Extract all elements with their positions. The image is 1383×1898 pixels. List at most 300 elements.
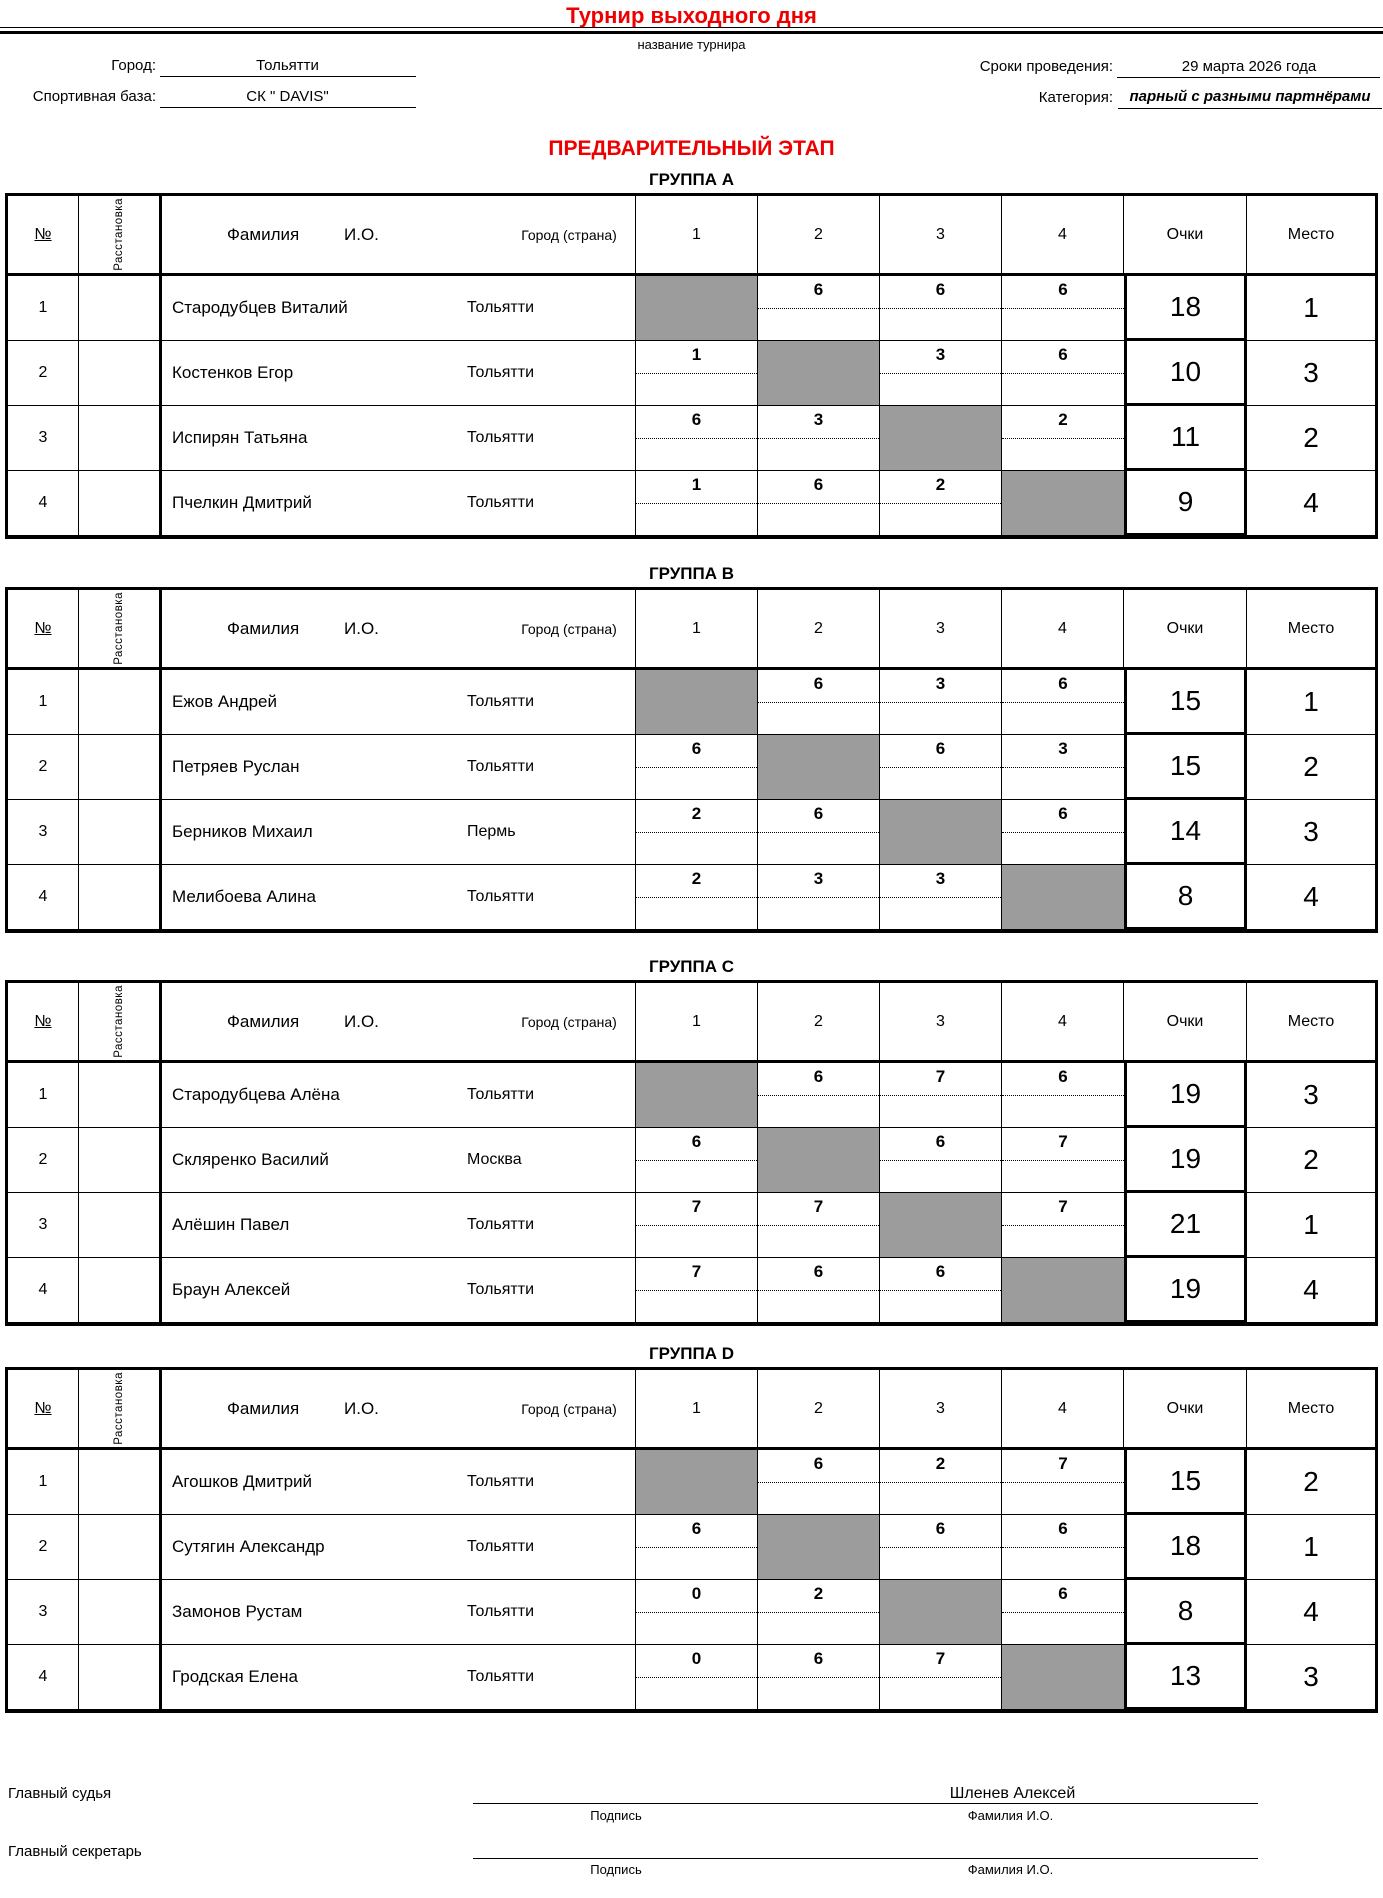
seeding-cell — [79, 276, 159, 341]
score-cell — [1002, 1450, 1124, 1515]
place-cell: 1 — [1247, 1515, 1375, 1580]
score-cell — [1002, 670, 1124, 735]
score-value: 3 — [1058, 739, 1068, 758]
place-cell: 3 — [1247, 1063, 1375, 1128]
group-d-section — [5, 1344, 1378, 1713]
player-number-cell: 3 — [8, 1193, 79, 1258]
title-divider-thick — [0, 31, 1383, 34]
diagonal-cell — [880, 1580, 1002, 1645]
dotted-divider — [758, 1612, 879, 1613]
diagonal-cell — [1002, 1645, 1124, 1710]
score-value: 7 — [1058, 1132, 1068, 1151]
score-cell — [880, 735, 1002, 800]
player-name-cell — [159, 735, 636, 800]
header-round-4: 4 — [1002, 196, 1124, 276]
score-value: 6 — [691, 410, 702, 429]
city-label: Город: — [111, 57, 156, 74]
player-number-cell: 1 — [8, 1450, 79, 1515]
score-value: 6 — [813, 804, 824, 823]
place-cell: 4 — [1247, 471, 1375, 536]
score-value: 7 — [813, 1197, 824, 1216]
dotted-divider — [758, 1290, 879, 1291]
player-name-cell — [159, 1128, 636, 1193]
category-underline — [1118, 108, 1382, 109]
score-value: 6 — [1058, 674, 1068, 693]
points-cell: 11 — [1124, 406, 1247, 471]
dotted-divider — [1002, 1482, 1124, 1483]
points-cell: 18 — [1124, 1515, 1247, 1580]
score-cell — [758, 1063, 880, 1128]
score-value: 7 — [691, 1197, 702, 1216]
score-value: 3 — [813, 869, 824, 888]
score-value: 6 — [1058, 804, 1068, 823]
header-round-1: 1 — [636, 590, 758, 670]
player-number-cell: 1 — [8, 1063, 79, 1128]
score-cell — [636, 1193, 758, 1258]
score-cell — [636, 341, 758, 406]
score-cell — [758, 670, 880, 735]
diagonal-cell — [636, 670, 758, 735]
city-header-label: Город (страна) — [521, 620, 617, 637]
dotted-divider — [758, 1677, 879, 1678]
score-value: 7 — [691, 1262, 702, 1281]
score-value: 6 — [813, 1067, 824, 1086]
score-value: 6 — [813, 1262, 824, 1281]
diagonal-cell — [758, 1128, 880, 1193]
header-seeding-cell — [79, 196, 159, 276]
player-name-cell — [159, 1645, 636, 1710]
player-name-cell — [159, 1515, 636, 1580]
player-city: Тольятти — [467, 364, 534, 381]
score-cell — [1002, 406, 1124, 471]
score-cell — [636, 1580, 758, 1645]
venue-underline — [160, 107, 416, 108]
score-value: 1 — [691, 345, 702, 364]
group-title: ГРУППА C — [648, 957, 735, 976]
score-value: 3 — [935, 674, 946, 693]
player-number-cell: 2 — [8, 341, 79, 406]
score-cell — [636, 1645, 758, 1710]
score-cell — [636, 1258, 758, 1323]
player-name-cell — [159, 1193, 636, 1258]
dotted-divider — [636, 438, 757, 439]
title-divider-thin — [0, 27, 1383, 28]
dotted-divider — [758, 1225, 879, 1226]
player-name-cell — [159, 1258, 636, 1323]
city-header-label: Город (страна) — [521, 1400, 617, 1417]
chief-judge-label: Главный судья — [8, 1785, 112, 1802]
score-cell — [1002, 735, 1124, 800]
header-number-cell — [8, 1370, 79, 1450]
dotted-divider — [636, 503, 757, 504]
diagonal-cell — [880, 800, 1002, 865]
header-round-1: 1 — [636, 983, 758, 1063]
score-value: 1 — [691, 475, 702, 494]
dotted-divider — [880, 1290, 1001, 1291]
dotted-divider — [880, 1160, 1001, 1161]
signature-caption: Подпись — [590, 1808, 642, 1823]
player-number-cell: 3 — [8, 406, 79, 471]
player-name: Мелибоева Алина — [172, 887, 316, 906]
score-value: 6 — [1058, 280, 1068, 299]
seeding-header-label: Расстановка — [113, 985, 125, 1058]
dotted-divider — [636, 1160, 757, 1161]
player-name-cell — [159, 471, 636, 536]
score-value: 6 — [935, 280, 946, 299]
player-number-cell: 2 — [8, 1128, 79, 1193]
header-name-cell — [159, 983, 636, 1063]
group-title: ГРУППА А — [648, 170, 735, 189]
player-name: Агошков Дмитрий — [172, 1472, 313, 1491]
diagonal-cell — [1002, 471, 1124, 536]
header-round-2: 2 — [758, 196, 880, 276]
player-number-cell: 3 — [8, 800, 79, 865]
score-cell — [636, 1515, 758, 1580]
diagonal-cell — [758, 341, 880, 406]
player-city: Тольятти — [467, 1281, 534, 1298]
header-round-2: 2 — [758, 1370, 880, 1450]
header-number-cell — [8, 196, 79, 276]
surname-header-label: Фамилия — [227, 1011, 300, 1031]
place-cell: 2 — [1247, 1450, 1375, 1515]
dotted-divider — [636, 373, 757, 374]
points-cell: 18 — [1124, 276, 1247, 341]
group-a-table — [5, 193, 1378, 539]
dotted-divider — [1002, 767, 1124, 768]
player-name: Стародубцева Алёна — [172, 1085, 340, 1104]
score-cell — [636, 800, 758, 865]
dates-underline — [1117, 77, 1380, 78]
score-value: 6 — [935, 1132, 946, 1151]
points-cell: 19 — [1124, 1063, 1247, 1128]
score-cell — [1002, 1580, 1124, 1645]
player-number-cell: 1 — [8, 670, 79, 735]
group-c-section — [5, 957, 1378, 1326]
score-cell — [1002, 1193, 1124, 1258]
player-city: Тольятти — [467, 758, 534, 775]
score-value: 7 — [1058, 1454, 1068, 1473]
score-cell — [636, 735, 758, 800]
score-cell — [758, 1580, 880, 1645]
seeding-cell — [79, 670, 159, 735]
score-value: 2 — [935, 475, 946, 494]
player-name-cell — [159, 800, 636, 865]
seeding-header-label: Расстановка — [113, 198, 125, 271]
score-cell — [880, 1258, 1002, 1323]
score-cell — [758, 471, 880, 536]
place-cell: 1 — [1247, 670, 1375, 735]
score-cell — [880, 865, 1002, 930]
group-title: ГРУППА B — [648, 564, 735, 583]
diagonal-cell — [636, 276, 758, 341]
number-header-label: № — [34, 1012, 52, 1030]
points-cell: 9 — [1124, 471, 1247, 536]
header-points-cell: Очки — [1124, 1370, 1247, 1450]
score-cell — [758, 1258, 880, 1323]
score-cell — [880, 1450, 1002, 1515]
score-value: 6 — [813, 1649, 824, 1668]
header-seeding-cell — [79, 983, 159, 1063]
player-name: Сутягин Александр — [172, 1537, 325, 1556]
dotted-divider — [880, 1677, 1001, 1678]
dotted-divider — [880, 1095, 1001, 1096]
diagonal-cell — [880, 406, 1002, 471]
player-name: Испирян Татьяна — [172, 428, 308, 447]
seeding-cell — [79, 1193, 159, 1258]
group-c-table — [5, 980, 1378, 1326]
dotted-divider — [636, 832, 757, 833]
score-cell — [880, 341, 1002, 406]
score-cell — [1002, 1063, 1124, 1128]
header-name-cell — [159, 590, 636, 670]
city-underline — [160, 76, 416, 77]
score-cell — [1002, 1128, 1124, 1193]
dotted-divider — [880, 897, 1001, 898]
player-city: Тольятти — [467, 888, 534, 905]
dotted-divider — [1002, 308, 1124, 309]
score-cell — [880, 1515, 1002, 1580]
score-value: 3 — [813, 410, 824, 429]
header-round-3: 3 — [880, 196, 1002, 276]
dotted-divider — [636, 767, 757, 768]
header-round-4: 4 — [1002, 590, 1124, 670]
dotted-divider — [1002, 438, 1124, 439]
dotted-divider — [758, 308, 879, 309]
score-cell — [1002, 800, 1124, 865]
score-cell — [1002, 341, 1124, 406]
points-cell: 13 — [1124, 1645, 1247, 1710]
number-header-label: № — [34, 1399, 52, 1417]
dotted-divider — [880, 767, 1001, 768]
score-value: 2 — [935, 1454, 946, 1473]
number-header-label: № — [34, 225, 52, 243]
place-cell: 3 — [1247, 341, 1375, 406]
player-city: Тольятти — [467, 494, 534, 511]
header-round-4: 4 — [1002, 983, 1124, 1063]
player-name-cell — [159, 406, 636, 471]
header-seeding-cell — [79, 590, 159, 670]
number-header-label: № — [34, 619, 52, 637]
diagonal-cell — [758, 735, 880, 800]
player-city: Тольятти — [467, 1603, 534, 1620]
city-value: Тольятти — [256, 57, 319, 74]
score-cell — [758, 1450, 880, 1515]
initials-header-label: И.О. — [344, 618, 379, 638]
score-value: 2 — [813, 1584, 824, 1603]
player-name: Пчелкин Дмитрий — [172, 493, 312, 512]
header-round-4: 4 — [1002, 1370, 1124, 1450]
surname-header-label: Фамилия — [227, 618, 300, 638]
dotted-divider — [758, 1482, 879, 1483]
place-cell: 3 — [1247, 800, 1375, 865]
header-points-cell: Очки — [1124, 196, 1247, 276]
points-cell: 15 — [1124, 1450, 1247, 1515]
header-round-3: 3 — [880, 983, 1002, 1063]
dotted-divider — [758, 832, 879, 833]
seeding-cell — [79, 1515, 159, 1580]
dotted-divider — [880, 308, 1001, 309]
dotted-divider — [636, 1547, 757, 1548]
dotted-divider — [880, 373, 1001, 374]
place-cell: 1 — [1247, 1193, 1375, 1258]
player-number-cell: 4 — [8, 1645, 79, 1710]
dates-label: Сроки проведения: — [979, 58, 1113, 75]
seeding-cell — [79, 1128, 159, 1193]
player-city: Тольятти — [467, 693, 534, 710]
score-value: 6 — [813, 475, 824, 494]
player-city: Тольятти — [467, 1668, 534, 1685]
dates-value: 29 марта 2026 года — [1181, 58, 1317, 75]
score-value: 6 — [691, 1132, 702, 1151]
player-name: Гродская Елена — [172, 1667, 298, 1686]
name-caption: Фамилия И.О. — [967, 1862, 1054, 1877]
dotted-divider — [1002, 1225, 1124, 1226]
score-value: 2 — [691, 804, 702, 823]
points-cell: 19 — [1124, 1128, 1247, 1193]
venue-label: Спортивная база: — [32, 88, 156, 105]
chief-judge-name: Шленев Алексей — [949, 1785, 1076, 1802]
header-name-cell — [159, 1370, 636, 1450]
player-number-cell: 1 — [8, 276, 79, 341]
dotted-divider — [880, 503, 1001, 504]
score-value: 6 — [813, 280, 824, 299]
dotted-divider — [636, 1225, 757, 1226]
score-value: 6 — [691, 1519, 702, 1538]
seeding-cell — [79, 735, 159, 800]
seeding-cell — [79, 1645, 159, 1710]
player-name: Стародубцев Виталий — [172, 298, 348, 317]
name-caption: Фамилия И.О. — [967, 1808, 1054, 1823]
dotted-divider — [1002, 1612, 1124, 1613]
points-cell: 19 — [1124, 1258, 1247, 1323]
judge-signature-line — [473, 1803, 1258, 1804]
seeding-header-label: Расстановка — [113, 592, 125, 665]
place-cell: 1 — [1247, 276, 1375, 341]
group-title: ГРУППА D — [648, 1344, 735, 1363]
dotted-divider — [758, 438, 879, 439]
header-number-cell — [8, 983, 79, 1063]
score-cell — [758, 1193, 880, 1258]
dotted-divider — [1002, 373, 1124, 374]
player-number-cell: 2 — [8, 1515, 79, 1580]
player-city: Тольятти — [467, 1473, 534, 1490]
score-cell — [758, 276, 880, 341]
city-header-label: Город (страна) — [521, 1013, 617, 1030]
score-cell — [758, 865, 880, 930]
score-value: 6 — [1058, 1519, 1068, 1538]
score-cell — [1002, 1515, 1124, 1580]
player-number-cell: 3 — [8, 1580, 79, 1645]
score-cell — [758, 1645, 880, 1710]
player-city: Тольятти — [467, 1538, 534, 1555]
diagonal-cell — [636, 1063, 758, 1128]
diagonal-cell — [1002, 1258, 1124, 1323]
points-cell: 8 — [1124, 865, 1247, 930]
dotted-divider — [1002, 832, 1124, 833]
score-cell — [636, 865, 758, 930]
player-city: Тольятти — [467, 1216, 534, 1233]
category-label: Категория: — [1038, 89, 1113, 106]
header-round-2: 2 — [758, 590, 880, 670]
score-cell — [636, 1128, 758, 1193]
player-name: Замонов Рустам — [172, 1602, 303, 1621]
score-cell — [636, 406, 758, 471]
header-points-cell: Очки — [1124, 590, 1247, 670]
header-round-3: 3 — [880, 1370, 1002, 1450]
score-value: 6 — [691, 739, 702, 758]
dotted-divider — [1002, 1160, 1124, 1161]
dotted-divider — [880, 702, 1001, 703]
score-value: 2 — [1058, 410, 1068, 429]
dotted-divider — [636, 897, 757, 898]
score-cell — [880, 471, 1002, 536]
dotted-divider — [1002, 1095, 1124, 1096]
header-points-cell: Очки — [1124, 983, 1247, 1063]
surname-header-label: Фамилия — [227, 1398, 300, 1418]
group-d-table — [5, 1367, 1378, 1713]
place-cell: 4 — [1247, 1580, 1375, 1645]
score-cell — [880, 670, 1002, 735]
seeding-cell — [79, 471, 159, 536]
header-place-cell: Место — [1247, 983, 1375, 1063]
signature-caption: Подпись — [590, 1862, 642, 1877]
player-city: Тольятти — [467, 429, 534, 446]
player-number-cell: 4 — [8, 1258, 79, 1323]
score-cell — [1002, 276, 1124, 341]
player-name: Браун Алексей — [172, 1280, 291, 1299]
dotted-divider — [636, 1612, 757, 1613]
score-value: 3 — [935, 869, 946, 888]
score-value: 2 — [691, 869, 702, 888]
player-name: Костенков Егор — [172, 363, 294, 382]
score-value: 6 — [935, 1262, 946, 1281]
tournament-title: Турнир выходного дня — [566, 3, 817, 28]
place-cell: 2 — [1247, 406, 1375, 471]
chief-secretary-label: Главный секретарь — [8, 1843, 142, 1860]
place-cell: 3 — [1247, 1645, 1375, 1710]
player-name-cell — [159, 276, 636, 341]
dotted-divider — [758, 702, 879, 703]
points-cell: 15 — [1124, 735, 1247, 800]
score-cell — [758, 406, 880, 471]
header-round-3: 3 — [880, 590, 1002, 670]
tournament-subtitle-caption: название турнира — [637, 37, 746, 52]
secretary-signature-line — [473, 1858, 1258, 1859]
player-name: Алёшин Павел — [172, 1215, 290, 1234]
points-cell: 15 — [1124, 670, 1247, 735]
score-value: 6 — [1058, 1067, 1068, 1086]
diagonal-cell — [1002, 865, 1124, 930]
score-value: 7 — [935, 1067, 946, 1086]
player-number-cell: 4 — [8, 865, 79, 930]
player-name-cell — [159, 1580, 636, 1645]
initials-header-label: И.О. — [344, 224, 379, 244]
player-city: Тольятти — [467, 1086, 534, 1103]
dotted-divider — [758, 503, 879, 504]
header-name-cell — [159, 196, 636, 276]
city-header-label: Город (страна) — [521, 226, 617, 243]
dotted-divider — [636, 1290, 757, 1291]
diagonal-cell — [758, 1515, 880, 1580]
diagonal-cell — [880, 1193, 1002, 1258]
place-cell: 4 — [1247, 1258, 1375, 1323]
score-cell — [636, 471, 758, 536]
score-value: 7 — [1058, 1197, 1068, 1216]
place-cell: 2 — [1247, 1128, 1375, 1193]
dotted-divider — [1002, 702, 1124, 703]
score-cell — [758, 800, 880, 865]
seeding-cell — [79, 1450, 159, 1515]
